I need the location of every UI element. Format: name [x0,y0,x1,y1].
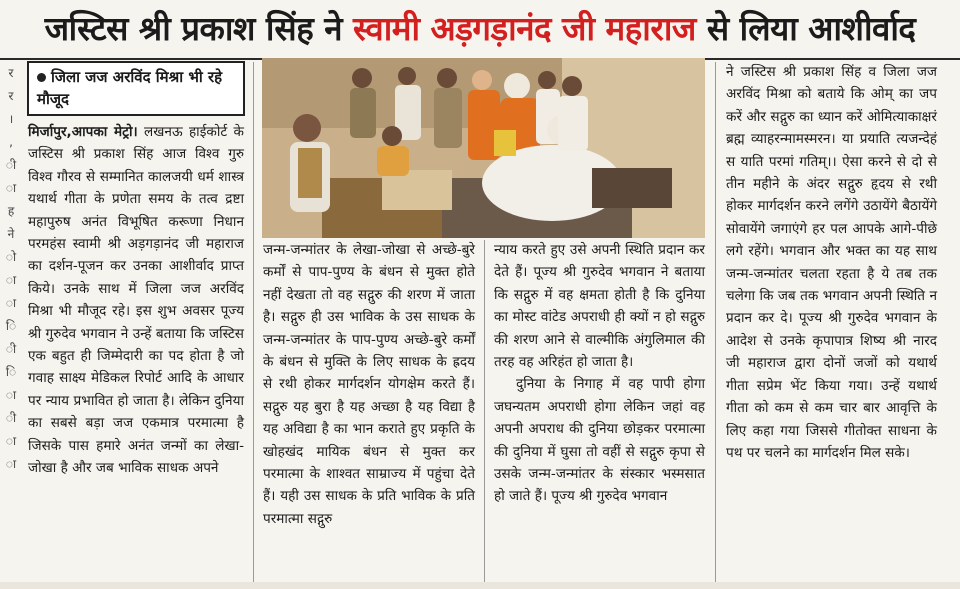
news-photo [262,58,705,238]
article-column-3 [494,239,705,508]
column-1-text: लखनऊ हाईकोर्ट के जस्टिस श्री प्रकाश सिंह आज विश्व गुरु विश्व गौरव से सम्मानित कालजयी धर्म शास्त्र यथार्थ गीता के प्रणेता समय के तत्व द्रष्टा महापुरुष अनंत विभूषित करूणा निधान परमहंस स्वामी श्री अड़गड़ानंद जी महाराज का दर्शन-पूजन कर उनका आशीर्वाद प्राप्त किये। उनके साथ में जिला जज अरविंद मिश्रा भी मौजूद रहे। इस शुभ अवसर पूज्य श्री गुरुदेव भगवान ने उन्हें बताया कि जस्टिस एक बहुत ही जिम्मेदारी का पद होता है जो गवाह साक्ष्य मेडिकल रिपोर्ट आदि के आधार पर न्याय प्रभावित हो जाता है। लेकिन दुनिया का सबसे बड़ा जज एकमात्र परमात्मा है जिसके पास हमारे अनंत जन्मों का लेखा-जोखा है और जब भाविक साधक अपने [28,124,244,477]
headline-part2: से लिया आशीर्वाद [695,9,916,48]
edge-char: , [9,135,13,149]
edge-char: ा [5,296,17,310]
subheading-box [27,61,245,116]
subheading-text: जिला जज अरविंद मिश्रा भी रहे मौजूद [37,68,223,108]
adjacent-column-fragment [0,62,22,587]
edge-char: ा [5,388,17,402]
bullet-icon [37,73,46,82]
column-4-text: ने जस्टिस श्री प्रकाश सिंह व जिला जज अरविंद मिश्रा को बताये कि ओम् का जप करें और सद्गुरु का ध्यान करें ओमित्याकाक्षरं ब्रह्म व्याहरन्मामस्मरन। या प्रयाति त्यजन्देहं स याति परमां गतिम्।। ऐसा करने से दो से तीन महीने के अंदर सद्गुरु हृदय से रथी होकर मार्गदर्शन करने लगेंगे उठायेंगे बैठायेंगे सोवायेंगे जगाएंगे हर पल आपके आगे-पीछे लगे रहेंगे। भगवान और भक्त का यह साथ जन्म-जन्मांतर चलता रहता है ये तब तक चलेगा कि जब तक भगवान अपनी स्थिति न प्रदान कर दे। पूज्य श्री गुरुदेव भगवान के आदेश से उनके कृपापात्र शिष्य श्री नारद जी महाराज द्वारा दोनों जजों को यथार्थ गीता सप्रेम भेंट किया गया। उन्हें यथार्थ गीता को कम से कम चार बार आवृत्ति के लिए कहा गया जिससे गीतोक्त साधना के पथ पर चलने का मार्गदर्शन मिल सके। [726,64,937,461]
edge-char: ने [7,227,15,241]
page-bottom-edge [0,582,960,589]
headline-highlight: स्वामी अड़गड़ानंद जी महाराज [353,9,696,48]
edge-char: । [8,112,14,126]
article-column-1 [28,121,244,480]
column-divider [715,62,716,582]
edge-char: ा [5,273,17,287]
edge-char: ा [5,181,17,195]
dateline: मिर्जापुर,आपका मेट्रो। [28,124,138,140]
column-3-para-1: न्याय करते हुए उसे अपनी स्थिति प्रदान कर देते हैं। पूज्य श्री गुरुदेव भगवान ने बताया कि सद्गुरु में वह क्षमता होती है कि दुनिया का मोस्ट वांटेड अपराधी ही क्यों न हो सद्गुरु की शरण आने से वाल्मीकि अंगुलिमाल की तरह वह अरिहंत हो जाता है। [494,242,705,371]
column-2-text: जन्म-जन्मांतर के लेखा-जोखा से अच्छे-बुरे कर्मों से पाप-पुण्य के बंधन से मुक्त होते नहीं देखता तो वह सद्गुरु की शरण में जाता है। सद्गुरु ही उस भाविक के उस साधक के जन्म-जन्मांतर के पाप-पुण्य अच्छे-बुरे कर्मों के बंधन से मुक्ति के लिए साधक के ह्रदय से रथी होकर मार्गदर्शन योगक्षेम करते हैं। सद्गुरु यह बुरा है यह अच्छा है यह विद्या है यह अविद्या है का भान कराते हुए प्रकृति के खोहखंद मायिक बंधन से मुक्त कर परमात्मा के शाश्वत साम्राज्य में पहुंचा देते हैं। यही उस साधक के प्रति भाविक के प्रति परमात्मा सद्गुरु [263,242,475,527]
edge-char: ा [5,457,17,471]
edge-char: र [8,89,14,103]
article-column-2 [263,239,475,530]
edge-char: ो [5,250,17,264]
article-column-4 [726,61,937,464]
edge-char: ी [5,158,17,172]
headline [0,0,960,58]
column-divider [484,240,485,582]
headline-part1: जस्टिस श्री प्रकाश सिंह ने [44,9,354,48]
column-3-para-2: दुनिया के निगाह में वह पापी होगा जघन्यतम अपराधी होगा लेकिन जहां वह अपनी अपराध की दुनिया छोड़कर परमात्मा की दुनिया में घुसा तो वहीं से सद्गुरु कृपा से उसके जन्म-जन्मांतर के संस्कार भस्मसात हो जाते हैं। पूज्य श्री गुरुदेव भगवान [494,376,705,505]
edge-char: ि [5,319,17,333]
edge-char: ी [5,411,17,425]
edge-char: र [8,66,14,80]
edge-char: ि [5,365,17,379]
column-divider [253,62,254,582]
edge-char: ा [5,434,17,448]
edge-char: ी [5,342,17,356]
edge-char: ह [7,204,15,218]
